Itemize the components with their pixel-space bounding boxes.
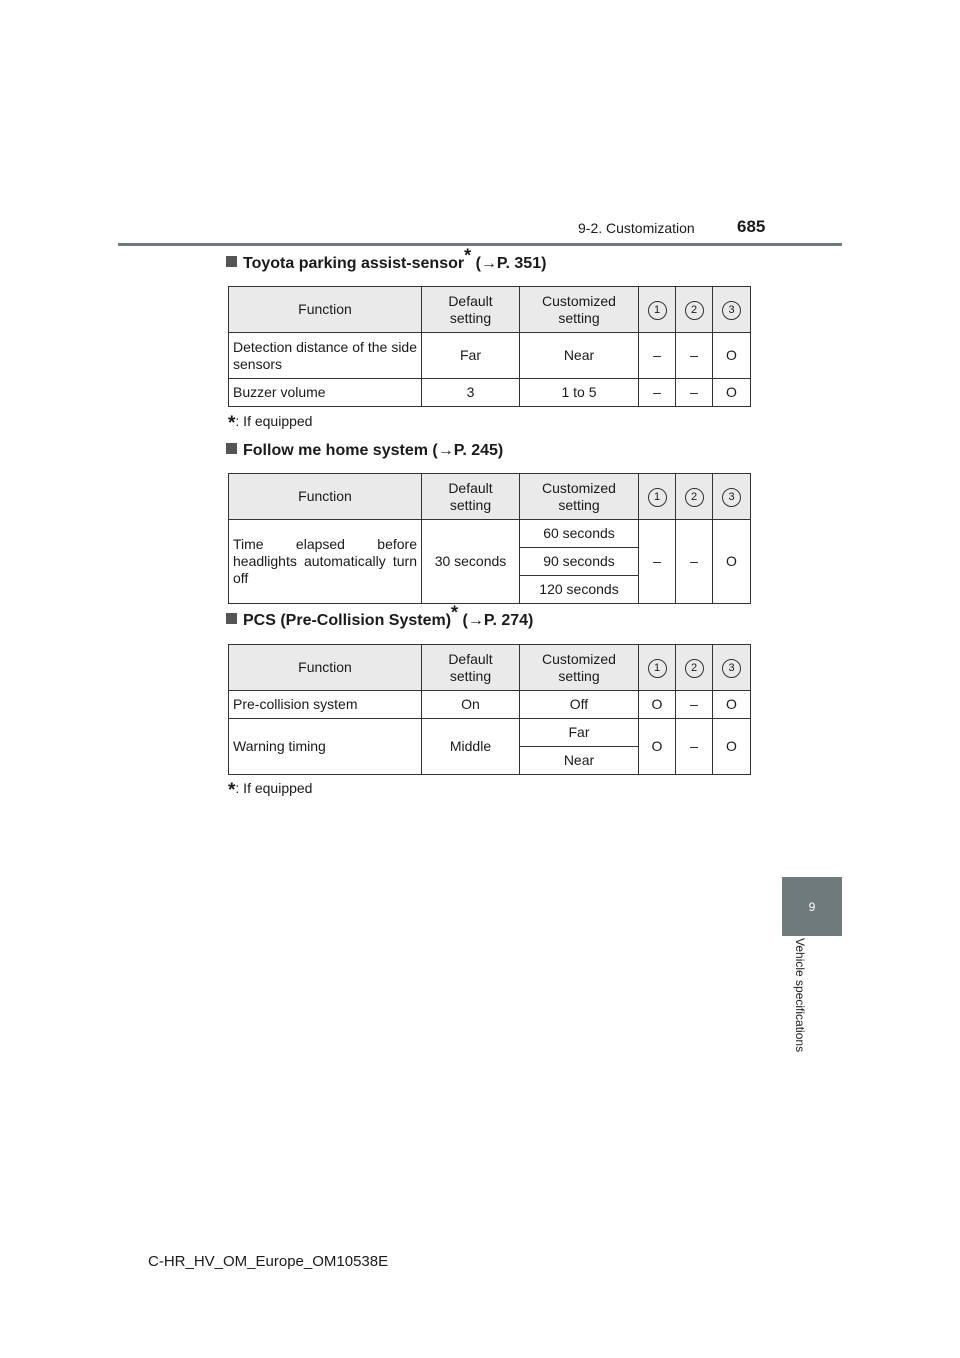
settings-table: Function Default setting Customized setting 1 2 3 Pre-collision system On Off O – O Warning timing Middle Far O – O Near xyxy=(228,644,751,775)
col-header-function: Function xyxy=(229,474,422,520)
settings-table xyxy=(228,286,751,407)
table-row: Buzzer volume 3 1 to 5 – – O xyxy=(229,379,751,407)
bullet-square-icon xyxy=(226,443,237,454)
arrow-icon: → xyxy=(467,612,484,629)
circled-2-icon: 2 xyxy=(685,301,704,320)
col-header-customized: Customized setting xyxy=(520,645,639,691)
section-heading: PCS (Pre-Collision System)* (→P. 274) xyxy=(226,612,533,630)
settings-table: Function Default setting Customized setting 1 2 3 Time elapsed before headlights automatically turn off 30 seconds 60 seconds – – O 90 seconds 120 seconds xyxy=(228,473,751,604)
circled-1-icon: 1 xyxy=(648,659,667,678)
col-header-function: Function xyxy=(229,645,422,691)
circled-2-icon: 2 xyxy=(685,488,704,507)
page-reference-link[interactable]: P. 245) xyxy=(453,442,504,459)
table-row: Time elapsed before headlights automatically turn off 30 seconds 60 seconds – – O xyxy=(229,520,751,548)
document-id: C-HR_HV_OM_Europe_OM10538E xyxy=(148,1253,389,1270)
footnote-star: * xyxy=(451,602,459,623)
page-number: 685 xyxy=(737,217,766,236)
col-header-default: Default setting xyxy=(422,645,520,691)
arrow-icon: → xyxy=(437,442,454,459)
footnote-star: * xyxy=(464,245,472,266)
circled-3-icon: 3 xyxy=(722,301,741,320)
circled-3-icon: 3 xyxy=(722,659,741,678)
arrow-icon: → xyxy=(480,255,497,272)
table-row: Pre-collision system On Off O – O xyxy=(229,691,751,719)
circled-3-icon: 3 xyxy=(722,488,741,507)
section-heading: Follow me home system (→P. 245) xyxy=(226,442,503,460)
col-header-default: Default setting xyxy=(422,474,520,520)
circled-1-icon: 1 xyxy=(648,301,667,320)
section-title: 9-2. Customization xyxy=(578,220,695,236)
footnote: *: If equipped xyxy=(228,413,313,434)
circled-1-icon: 1 xyxy=(648,488,667,507)
circled-2-icon: 2 xyxy=(685,659,704,678)
table-row: Detection distance of the side sensors Far Near – – O xyxy=(229,333,751,379)
col-header-function: Function xyxy=(229,287,422,333)
section-heading: Toyota parking assist-sensor* (→P. 351) xyxy=(226,255,546,273)
col-header-customized: Customized setting xyxy=(520,287,639,333)
col-header-default: Default setting xyxy=(422,287,520,333)
bullet-square-icon xyxy=(226,256,237,267)
chapter-label: Vehicle specifications xyxy=(793,938,807,1053)
header-rule xyxy=(118,243,842,246)
table-row: Warning timing Middle Far O – O xyxy=(229,719,751,747)
bullet-square-icon xyxy=(226,613,237,624)
chapter-tab[interactable]: 9 xyxy=(782,877,842,936)
footnote: *: If equipped xyxy=(228,780,313,801)
col-header-customized: Customized setting xyxy=(520,474,639,520)
page-reference-link[interactable]: P. 274) xyxy=(483,612,534,629)
page-reference-link[interactable]: P. 351) xyxy=(496,255,547,272)
